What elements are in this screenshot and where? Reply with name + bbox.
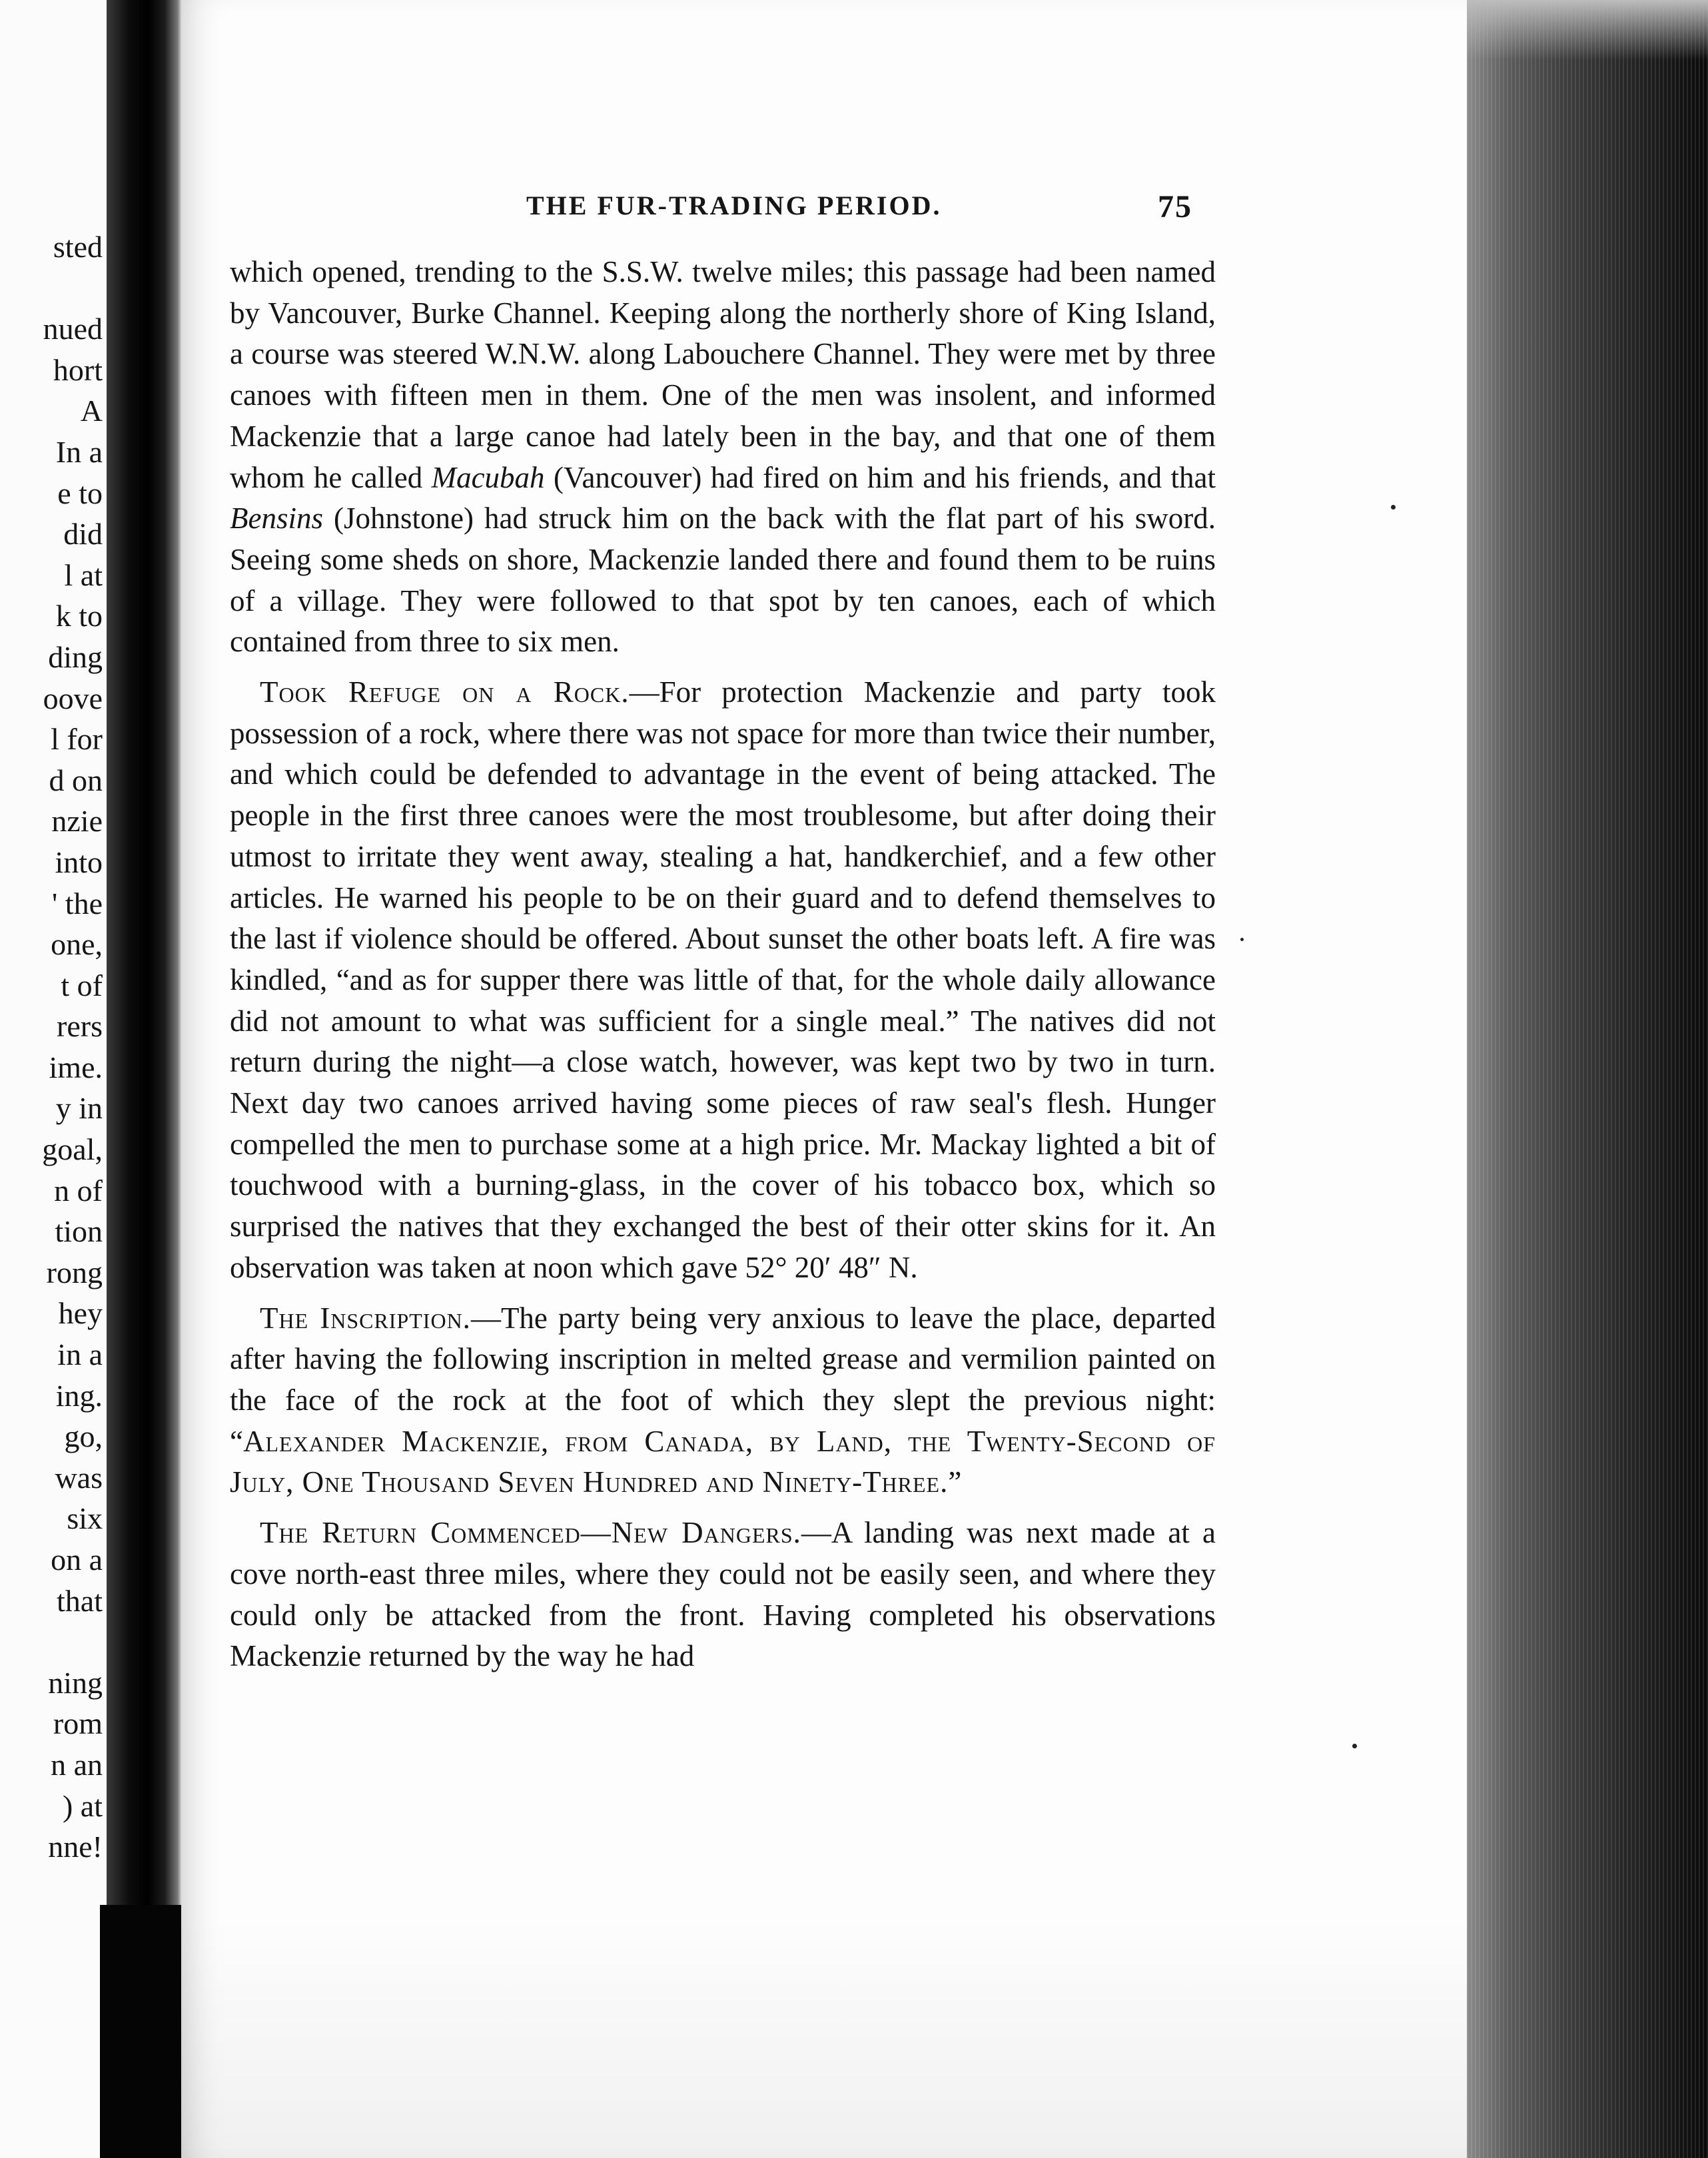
paragraph: [230, 672, 1216, 1289]
facing-line: one,: [51, 927, 103, 962]
ink-speck: [1240, 938, 1244, 941]
facing-page: [0, 0, 107, 2158]
facing-line: ing.: [55, 1378, 103, 1413]
facing-line: hort: [53, 352, 103, 387]
facing-line: on a: [51, 1543, 103, 1577]
facing-line: t of: [61, 968, 103, 1002]
facing-line: nne!: [48, 1830, 103, 1864]
facing-line: ime.: [49, 1050, 103, 1084]
inscription: Alexander Mackenzie, from Canada, by Land, the Twenty-Second of July, One Thousand Seven Hundred and Ninety-Three.: [230, 1424, 1216, 1499]
facing-line: rom: [53, 1706, 103, 1741]
paragraph: [230, 1513, 1216, 1677]
italic-name: Macubah: [431, 460, 545, 494]
section-heading: The Return Commenced—New Dangers.: [260, 1516, 801, 1550]
facing-line: n of: [54, 1173, 103, 1208]
facing-line: [42, 268, 103, 309]
paragraph-text: —For protection Mackenzie and party took possession of a rock, where there was not space for more than twice their number, and which could be defended to advantage in the event of being attacked. The people in the first three canoes were the most troublesome, but after doing their utmost to irritate they went away, stealing a hat, handkerchief, and a few other articles. He warned his people to be on their guard and to defend themselves to the last if violence should be offered. About sunset the other boats left. A fire was kindled, “and as for supper there was little of that, for the whole daily allowance did not amount to what was sufficient for a single meal.” The natives did not return during the night—a close watch, however, was kept two by two in turn. Next day two canoes arrived having some pieces of raw seal's flesh. Hunger compelled the men to purchase some at a high price. Mr. Mackay lighted a bit of touchwood with a burning-glass, in the cover of his tobacco box, which so surprised the natives that they exchanged the best of their otter skins for it. An observation was taken at noon which gave 52° 20′ 48″ N.: [230, 675, 1216, 1284]
page-body: [230, 252, 1216, 1677]
facing-line: ning: [48, 1665, 103, 1700]
paragraph-text: (Vancouver) had fired on him and his friends, and that: [544, 460, 1216, 494]
facing-line: k to: [55, 599, 103, 633]
facing-line: e to: [57, 476, 103, 510]
paragraph: [230, 1298, 1216, 1504]
ink-speck: [1352, 1744, 1357, 1748]
ink-speck: [1391, 505, 1396, 510]
facing-line: ) at: [62, 1788, 103, 1823]
page-shading: [181, 1918, 1467, 2158]
facing-line: y in: [55, 1091, 103, 1126]
facing-line: l at: [64, 557, 103, 592]
book-gutter: [107, 0, 181, 2158]
facing-line: oove: [43, 681, 103, 715]
facing-line: rers: [57, 1009, 103, 1044]
page-edges-highlight: [1467, 0, 1708, 60]
facing-line: sted: [53, 230, 103, 264]
facing-line: ' the: [52, 886, 103, 920]
facing-line: In a: [55, 434, 103, 469]
facing-line: [42, 1621, 103, 1662]
section-heading: The Inscription.: [260, 1301, 471, 1335]
paragraph-text: —A landing was next made at a cove north-east three miles, where they could not be easily seen, and where they could only be attacked from the front. Having completed his observations Mackenzie returned by the way he had: [230, 1516, 1216, 1673]
closing-quote: ”: [948, 1465, 962, 1499]
facing-line: that: [57, 1583, 103, 1618]
facing-line: l for: [51, 722, 103, 757]
facing-line: rong: [46, 1255, 103, 1289]
facing-line: ding: [48, 639, 103, 674]
page-number: 75: [1158, 189, 1192, 224]
facing-line: in a: [57, 1337, 103, 1372]
facing-line: hey: [58, 1296, 103, 1331]
facing-line: was: [55, 1460, 103, 1495]
facing-line: six: [67, 1501, 103, 1536]
facing-line: tion: [55, 1214, 103, 1249]
page-edges: [1467, 0, 1708, 2158]
facing-page-text: [42, 226, 103, 1868]
section-heading: Took Refuge on a Rock.: [260, 675, 630, 709]
facing-line: did: [63, 517, 103, 551]
paragraph: [230, 252, 1216, 663]
italic-name: Bensins: [230, 502, 323, 536]
facing-line: n an: [51, 1747, 103, 1782]
facing-line: goal,: [42, 1132, 103, 1167]
facing-line: go,: [64, 1419, 103, 1454]
paragraph-text: —The party being very anxious to leave the place, departed after having the following inscription in melted grease and vermilion painted on the face of the rock at the foot of which they slept the previous night: “: [230, 1301, 1216, 1458]
running-head: THE FUR-TRADING PERIOD.: [526, 190, 942, 220]
book-gutter-shadow: [100, 1905, 193, 2158]
facing-line: nued: [43, 312, 103, 346]
paragraph-text: (Johnstone) had struck him on the back with the flat part of his sword. Seeing some sheds on shore, Mackenzie landed there and found them to be ruins of a village. They were followed to that spot by ten canoes, each of which contained from three to six men.: [230, 502, 1216, 659]
facing-line: A: [80, 394, 103, 428]
paragraph-text: which opened, trending to the S.S.W. twelve miles; this passage had been named by Vancouver, Burke Channel. Keeping along the northerly shore of King Island, a course was steered W.N.W. along Labouchere Channel. They were met by three canoes with fifteen men in them. One of the men was insolent, and informed Mackenzie that a large canoe had lately been in the bay, and that one of them whom he called: [230, 255, 1216, 494]
facing-line: into: [55, 845, 103, 879]
facing-line: d on: [49, 763, 103, 797]
facing-line: nzie: [51, 804, 103, 839]
